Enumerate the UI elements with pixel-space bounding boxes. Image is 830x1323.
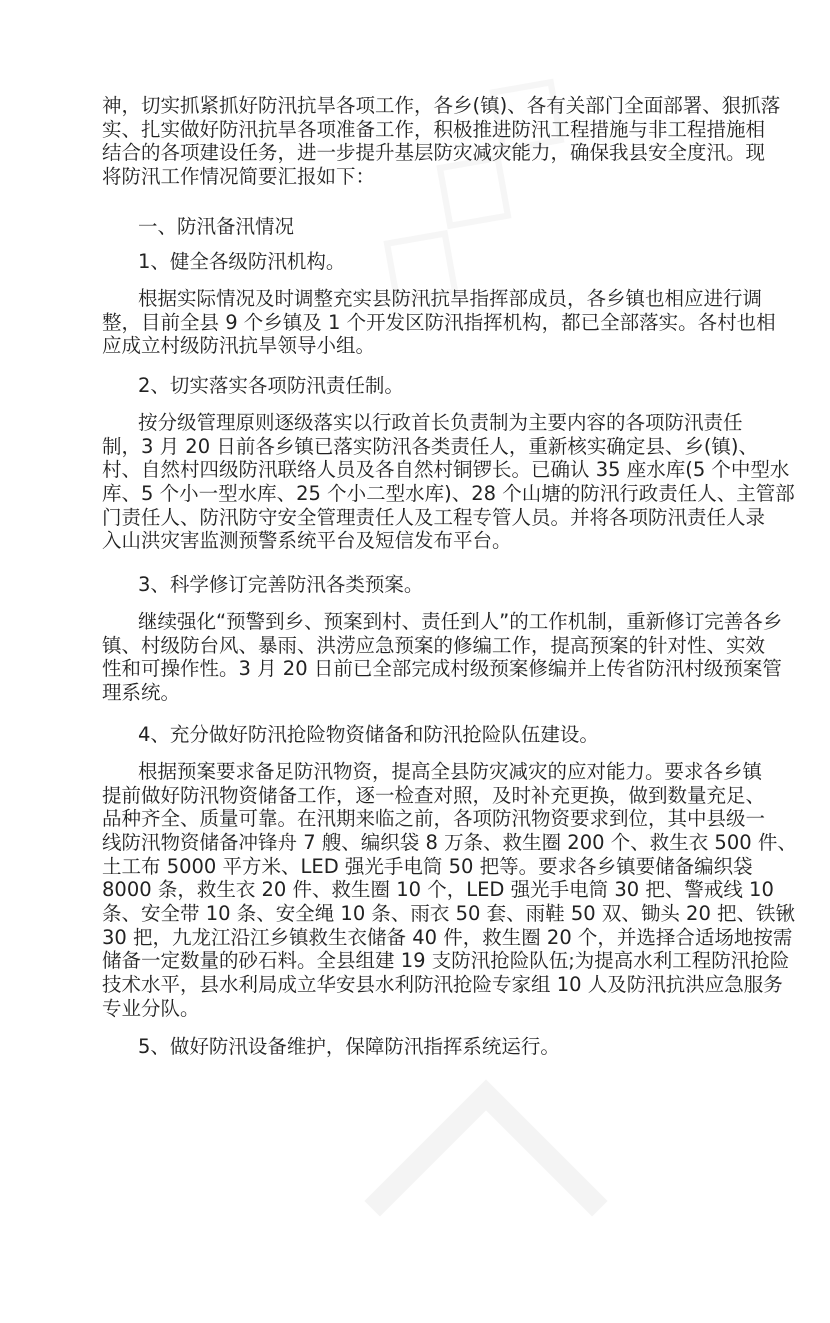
text-line: 土工布 5000 平方米、LED 强光手电筒 50 把等。要求各乡镇要储备编织袋 xyxy=(102,855,753,878)
text-line: 按分级管理原则逐级落实以行政首长负责制为主要内容的各项防汛责任 xyxy=(138,411,743,434)
text-line: 线防汛物资储备冲锋舟 7 艘、编织袋 8 万条、救生圈 200 个、救生衣 500 件、 xyxy=(102,831,797,854)
text-line: 品种齐全、质量可靠。在汛期来临之前，各项防汛物资要求到位，其中县级一 xyxy=(102,807,766,830)
text-line: 结合的各项建设任务，进一步提升基层防灾减灾能力，确保我县安全度汛。现 xyxy=(102,141,766,164)
text-line: 性和可操作性。3 月 20 日前已全部完成村级预案修编并上传省防汛村级预案管 xyxy=(102,657,782,680)
text-line: 条、安全带 10 条、安全绳 10 条、雨衣 50 套、雨鞋 50 双、锄头 20 把、铁锹 xyxy=(102,902,796,925)
text-line: 将防汛工作情况简要汇报如下： xyxy=(102,165,376,188)
text-line: 神，切实抓紧抓好防汛抗旱各项工作，各乡(镇)、各有关部门全面部署、狠抓落 xyxy=(102,94,781,117)
text-line: 根据预案要求备足防汛物资，提高全县防灾减灾的应对能力。要求各乡镇 xyxy=(138,760,763,783)
item-heading: 2、切实落实各项防汛责任制。 xyxy=(138,374,404,397)
text-line: 整，目前全县 9 个乡镇及 1 个开发区防汛指挥机构，都已全部落实。各村也相 xyxy=(102,311,776,334)
text-line: 30 把，九龙江沿江乡镇救生衣储备 40 件，救生圈 20 个，并选择合适场地按需 xyxy=(102,926,793,949)
text-line: 专业分队。 xyxy=(102,997,200,1020)
text-line: 应成立村级防汛抗旱领导小组。 xyxy=(102,334,376,357)
text-line: 门责任人、防汛防守安全管理责任人及工程专管人员。并将各项防汛责任人录 xyxy=(102,506,766,529)
text-line: 提前做好防汛物资储备工作，逐一检查对照，及时补充更换，做到数量充足、 xyxy=(102,784,766,807)
text-line: 根据实际情况及时调整充实县防汛抗旱指挥部成员，各乡镇也相应进行调 xyxy=(138,287,763,310)
text-line: 村、自然村四级防汛联络人员及各自然村铜锣长。已确认 35 座水库(5 个中型水 xyxy=(102,458,790,481)
text-line: 技术水平，县水利局成立华安县水利防汛抢险专家组 10 人及防汛抗洪应急服务 xyxy=(102,973,783,996)
watermark-logo-icon xyxy=(364,1079,607,1322)
item-heading: 1、健全各级防汛机构。 xyxy=(138,250,346,273)
text-line: 实、扎实做好防汛抗旱各项准备工作，积极推进防汛工程措施与非工程措施相 xyxy=(102,118,766,141)
text-line: 8000 条，救生衣 20 件、救生圈 10 个，LED 强光手电筒 30 把、警戒线 10 xyxy=(102,878,774,901)
item-heading: 4、充分做好防汛抢险物资储备和防汛抢险队伍建设。 xyxy=(138,723,599,746)
text-line: 理系统。 xyxy=(102,681,181,704)
text-line: 库、5 个小一型水库、25 个小二型水库)、28 个山塘的防汛行政责任人、主管部 xyxy=(102,482,795,505)
text-line: 镇、村级防台风、暴雨、洪涝应急预案的修编工作，提高预案的针对性、实效 xyxy=(102,634,766,657)
text-line: 制，3 月 20 日前各乡镇已落实防汛各类责任人，重新核实确定县、乡(镇)、 xyxy=(102,435,759,458)
text-line: 入山洪灾害监测预警系统平台及短信发布平台。 xyxy=(102,529,512,552)
item-heading: 5、做好防汛设备维护，保障防汛指挥系统运行。 xyxy=(138,1035,560,1058)
text-line: 继续强化“预警到乡、预案到村、责任到人”的工作机制，重新修订完善各乡 xyxy=(138,610,783,633)
text-line: 储备一定数量的砂石料。全县组建 19 支防汛抢险队伍;为提高水利工程防汛抢险 xyxy=(102,949,790,972)
section-heading: 一、防汛备汛情况 xyxy=(138,215,295,238)
item-heading: 3、科学修订完善防汛各类预案。 xyxy=(138,573,424,596)
